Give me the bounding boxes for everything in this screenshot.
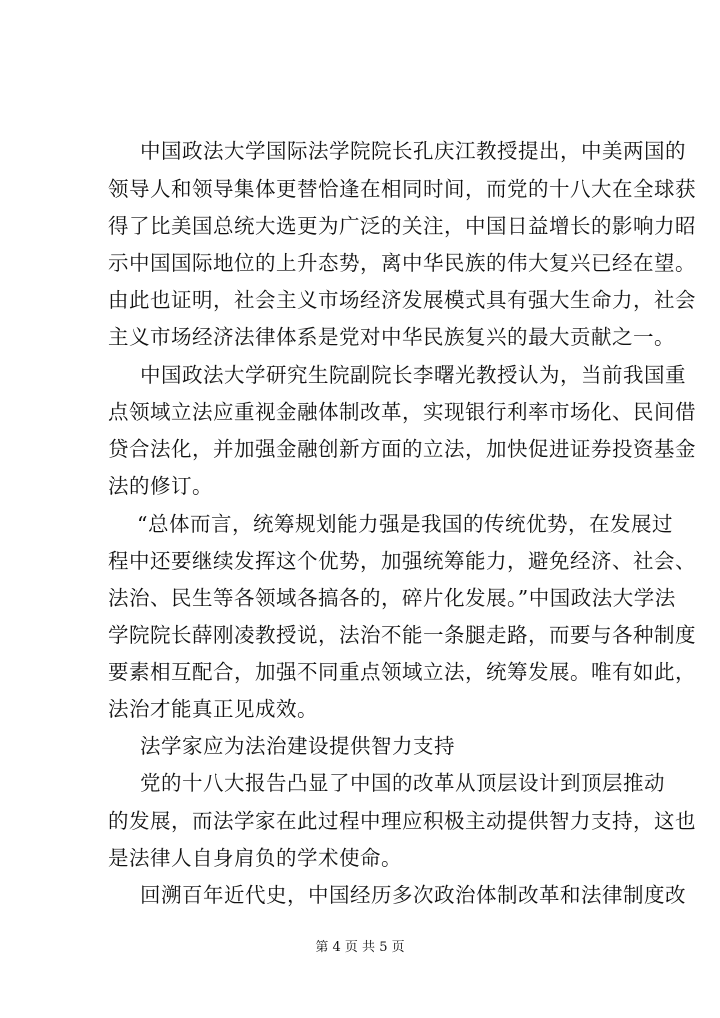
paragraph-line: 中国政法大学国际法学院院长孔庆江教授提出，中美两国的 bbox=[140, 139, 686, 163]
page-footer: 第 4 页 共 5 页 bbox=[315, 940, 405, 955]
paragraph-line: 示中国国际地位的上升态势，离中华民族的伟大复兴已经在望。 bbox=[108, 251, 696, 275]
paragraph-line: 法的修订。 bbox=[108, 474, 213, 498]
paragraph-line: 程中还要继续发挥这个优势，加强统筹能力，避免经济、社会、 bbox=[108, 549, 696, 573]
paragraph-line: 党的十八大报告凸显了中国的改革从顶层设计到顶层推动 bbox=[140, 771, 665, 795]
paragraph-line: 是法律人自身肩负的学术使命。 bbox=[108, 846, 402, 870]
paragraph-line: 要素相互配合，加强不同重点领域立法，统筹发展。唯有如此， bbox=[108, 660, 696, 684]
paragraph-line: 的发展，而法学家在此过程中理应积极主动提供智力支持，这也 bbox=[108, 809, 696, 833]
paragraph-line: 法治才能真正见成效。 bbox=[108, 697, 318, 721]
paragraph-line: 贷合法化，并加强金融创新方面的立法，加快促进证券投资基金 bbox=[108, 437, 696, 461]
paragraph-line: 法治、民生等各领域各搞各的，碎片化发展。”中国政法大学法 bbox=[108, 586, 676, 610]
paragraph-line: 得了比美国总统大选更为广泛的关注，中国日益增长的影响力昭 bbox=[108, 214, 696, 238]
paragraph-line: 主义市场经济法律体系是党对中华民族复兴的最大贡献之一。 bbox=[108, 325, 675, 349]
paragraph-line: 中国政法大学研究生院副院长李曙光教授认为，当前我国重 bbox=[140, 363, 686, 387]
paragraph-line: 由此也证明，社会主义市场经济发展模式具有强大生命力，社会 bbox=[108, 288, 696, 312]
paragraph-line: 领导人和领导集体更替恰逢在相同时间，而党的十八大在全球获 bbox=[108, 177, 696, 201]
paragraph-line: 点领域立法应重视金融体制改革，实现银行利率市场化、民间借 bbox=[108, 400, 696, 424]
paragraph-line: 回溯百年近代史，中国经历多次政治体制改革和法律制度改 bbox=[140, 883, 686, 907]
section-heading: 法学家应为法治建设提供智力支持 bbox=[140, 734, 455, 758]
paragraph-line: 学院院长薛刚凌教授说，法治不能一条腿走路，而要与各种制度 bbox=[108, 623, 696, 647]
paragraph-line: “总体而言，统筹规划能力强是我国的传统优势，在发展过 bbox=[137, 512, 673, 536]
